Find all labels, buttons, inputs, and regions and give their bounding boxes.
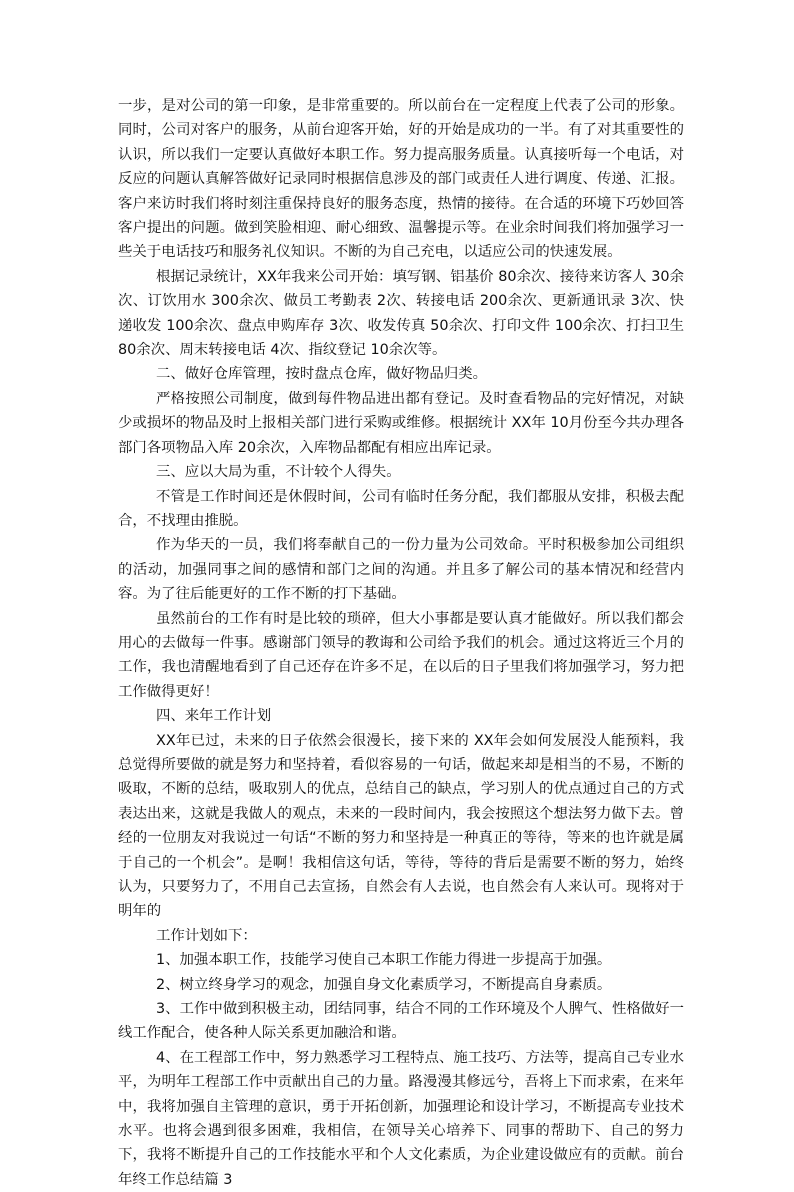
- section-heading-next-year-plan: 四、来年工作计划: [156, 708, 272, 725]
- paragraph-warehouse-management: 严格按照公司制度，做到每件物品进出都有登记。及时查看物品的完好情况，对缺少或损坏的物品及时上报相关部门进行采购或维修。根据统计 XX年 10月份至今共办理各部门各项物品入库 20余次，入库物品都配有相应出库记录。: [118, 390, 684, 456]
- plan-item-3: 3、工作中做到积极主动，团结同事，结合不同的工作环境及个人脾气、性格做好一线工作配合，使各种人际关系更加融洽和谐。: [118, 1001, 684, 1042]
- paragraph-future-outlook: XX年已过，未来的日子依然会很漫长，接下来的 XX年会如何发展没人能预料，我总觉得所要做的就是努力和坚持着，看似容易的一句话，做起来却是相当的不易，不断的吸取，不断的总结，吸取别人的优点，总结自己的缺点，学习别人的优点通过自己的方式表达出来，这就是我做人的观点，未来的一段时间内，我会按照这个想法努力做下去。曾经的一位朋友对我说过一句话“不断的努力和坚持是一种真正的等待，等来的也许就是属于自己的一个机会”。是啊！我相信这句话，等待，等待的背后是需要不断的努力，始终认为，只要努力了，不用自己去宣扬，自然会有人去说，也自然会有人来认可。现将对于明年的: [118, 732, 684, 920]
- paragraph-work-statistics: 根据记录统计，XX年我来公司开始：填写钢、铝基价 80余次、接待来访客人 30余次、订饮用水 300余次、做员工考勤表 2次、转接电话 200余次、更新通讯录 3次、快递收发 100余次、盘点申购库存 3次、收发传真 50余次、打印文件 100余次、打扫卫生 80余次、周末转接电话 4次、指纹登记 10余次等。: [118, 268, 684, 359]
- paragraph-plan-intro: 工作计划如下：: [156, 927, 257, 944]
- paragraph-front-desk-importance: 一步，是对公司的第一印象，是非常重要的。所以前台在一定程度上代表了公司的形象。同时，公司对客户的服务，从前台迎客开始，好的开始是成功的一半。有了对其重要性的认识，所以我们一定要认真做好本职工作。努力提高服务质量。认真接听每一个电话，对反应的问题认真解答做好记录同时根据信息涉及的部门或责任人进行调度、传递、汇报。客户来访时我们将时刻注重保持良好的服务态度，热情的接待。在合适的环境下巧妙回答客户提出的问题。做到笑脸相迎、耐心细致、温馨提示等。在业余时间我们将加强学习一些关于电话技巧和服务礼仪知识。不断的为自己充电，以适应公司的快速发展。: [118, 98, 684, 261]
- paragraph-company-member: 作为华天的一员，我们将奉献自己的一份力量为公司效命。平时积极参加公司组织的活动，加强同事之间的感情和部门之间的沟通。并且多了解公司的基本情况和经营内容。为了往后能更好的工作不断的打下基础。: [118, 537, 684, 603]
- paragraph-reflection: 虽然前台的工作有时是比较的琐碎，但大小事都是要认真才能做好。所以我们都会用心的去做每一件事。感谢部门领导的教诲和公司给予我们的机会。通过这将近三个月的工作，我也清醒地看到了自己还存在许多不足，在以后的日子里我们将加强学习，努力把工作做得更好！: [118, 610, 684, 700]
- section-heading-warehouse: 二、做好仓库管理，按时盘点仓库，做好物品归类。: [156, 366, 487, 383]
- plan-item-1: 1、加强本职工作，技能学习使自己本职工作能力得进一步提高于加强。: [156, 952, 612, 969]
- paragraph-temporary-tasks: 不管是工作时间还是休假时间，公司有临时任务分配，我们都服从安排，积极去配合，不找理由推脱。: [118, 488, 684, 529]
- plan-item-2: 2、树立终身学习的观念，加强自身文化素质学习，不断提高自身素质。: [156, 976, 612, 993]
- plan-item-4: 4、在工程部工作中，努力熟悉学习工程特点、施工技巧、方法等，提高自己专业水平，为明年工程部工作中贡献出自己的力量。路漫漫其修远兮，吾将上下而求索，在来年中，我将加强自主管理的意识，勇于开拓创新，加强理论和设计学习，不断提高专业技术水平。也将会遇到很多困难，我相信，在领导关心培养下、同事的帮助下、自己的努力下，我将不断提升自己的工作技能水平和个人文化素质，为企业建设做应有的贡献。前台年终工作总结篇 3: [118, 1049, 684, 1188]
- section-heading-overall-situation: 三、应以大局为重，不计较个人得失。: [156, 464, 401, 481]
- document-page: [118, 94, 684, 1192]
